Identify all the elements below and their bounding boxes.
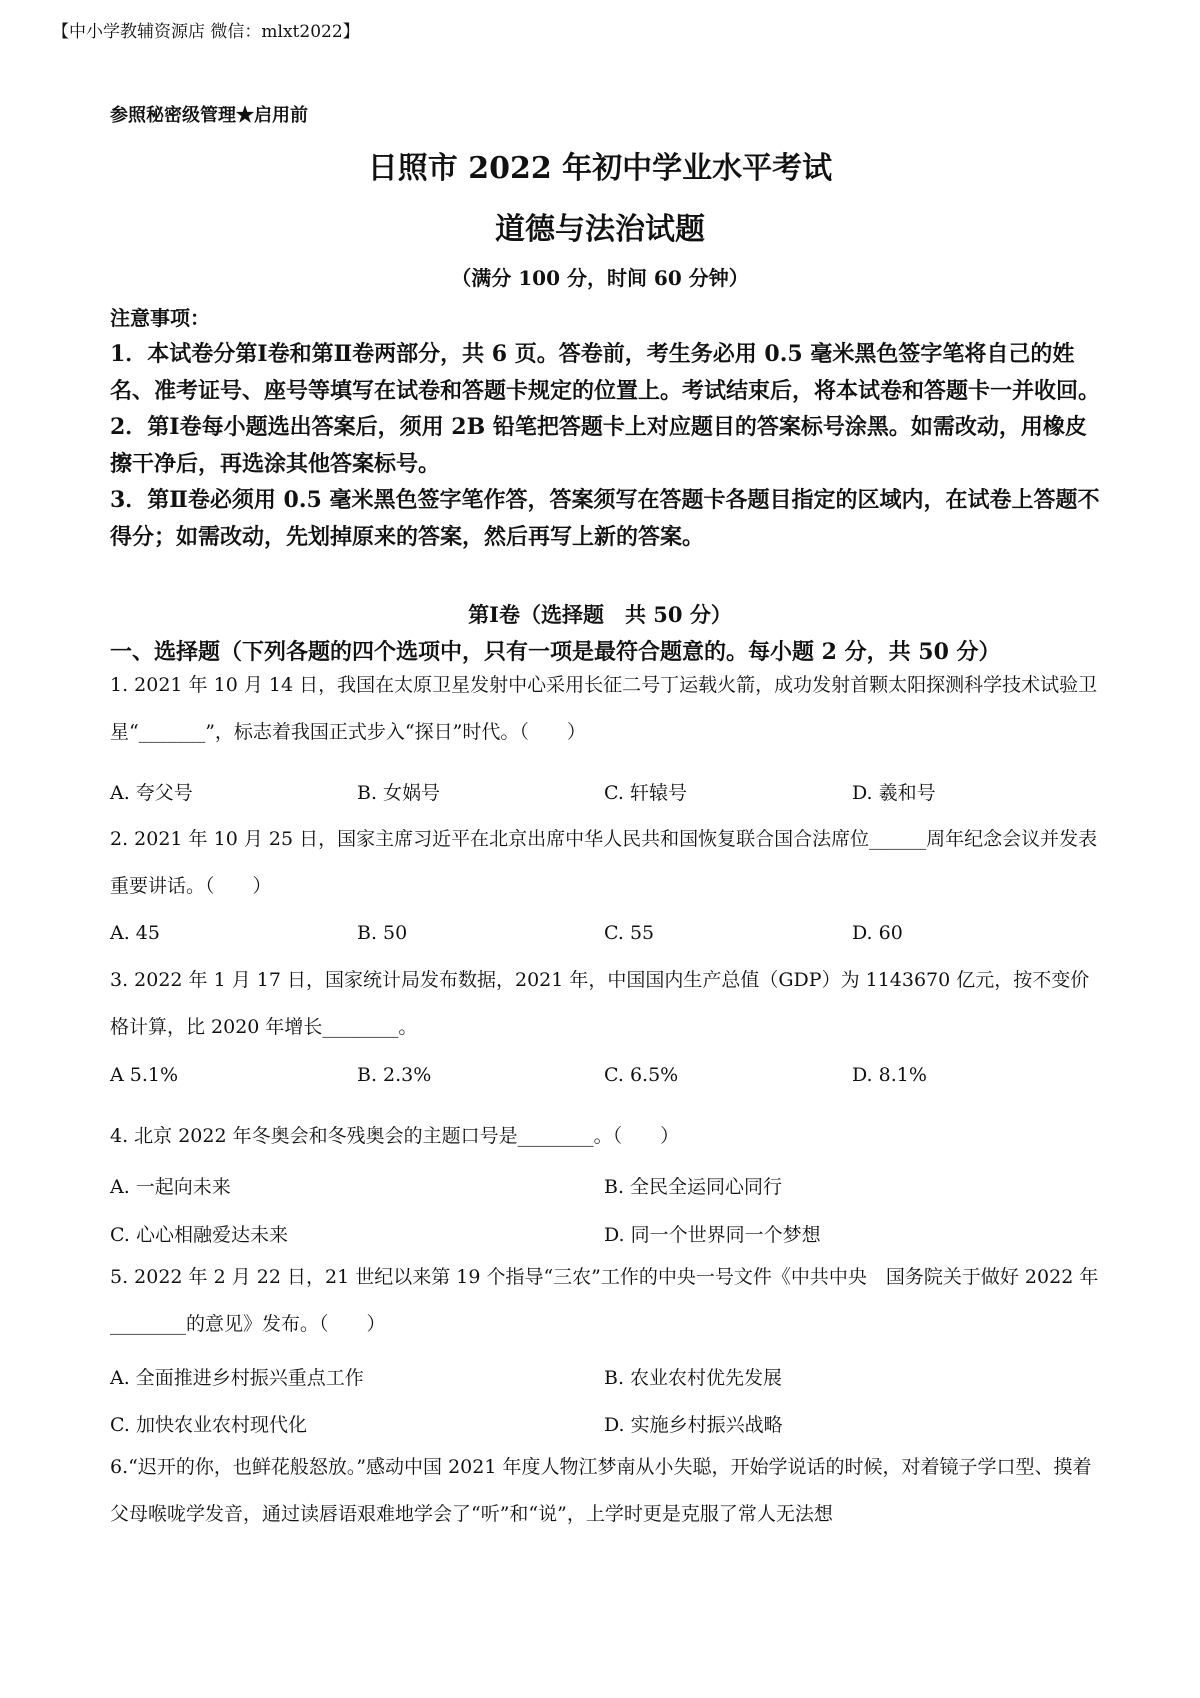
question-option: D. 实施乡村振兴战略 [604, 1414, 783, 1436]
question-option: D. 60 [852, 922, 903, 944]
note-item: 3．第Ⅱ卷必须用 0.5 毫米黑色签字笔作答，答案须写在答题卡各题目指定的区域内，在试卷上答题不得分；如需改动，先划掉原来的答案，然后再写上新的答案。 [110, 487, 1100, 550]
question-stem: 6.“迟开的你，也鲜花般怒放。”感动中国 2021 年度人物江梦南从小失聪，开始学说话的时候，对着镜子学口型、摸着父母喉咙学发音，通过读唇语艰难地学会了“听”和“说”，上学时更是克服了常人无法想 [110, 1456, 1092, 1525]
watermark-text: 【中小学教辅资源店 微信：mlxt2022】 [52, 22, 360, 42]
subject-title: 道德与法治试题 [495, 212, 705, 247]
notes-list [110, 336, 1100, 555]
question-option: B. 全民全运同心同行 [604, 1176, 783, 1198]
question-option: B. 农业农村优先发展 [604, 1367, 783, 1389]
question-option: C. 加快农业农村现代化 [110, 1414, 307, 1436]
question-option: B. 女娲号 [357, 782, 441, 804]
question-stem: 3. 2022 年 1 月 17 日，国家统计局发布数据，2021 年，中国国内生产总值（GDP）为 1143670 亿元，按不变价格计算，比 2020 年增长________。 [110, 969, 1090, 1038]
question-option: A. 一起向未来 [110, 1176, 231, 1198]
question-option: C. 轩辕号 [604, 782, 687, 804]
question-stem: 4. 北京 2022 年冬奥会和冬残奥会的主题口号是________。（ ） [110, 1125, 680, 1147]
secret-level-label: 参照秘密级管理★启用前 [110, 105, 308, 126]
section-title: 一、选择题（下列各题的四个选项中，只有一项是最符合题意的。每小题 2 分，共 50 分） [110, 639, 1001, 665]
question-option: A. 45 [110, 922, 160, 944]
part-title: 第Ⅰ卷（选择题 共 50 分） [468, 602, 732, 627]
question-option: A. 全面推进乡村振兴重点工作 [110, 1367, 364, 1389]
question-option: C. 心心相融爱达未来 [110, 1224, 288, 1246]
question-option: A 5.1% [110, 1064, 179, 1086]
question-option: C. 6.5% [604, 1064, 679, 1086]
question-option: B. 2.3% [357, 1064, 432, 1086]
exam-subtitle: （满分 100 分，时间 60 分钟） [451, 266, 749, 290]
question-option: D. 同一个世界同一个梦想 [604, 1224, 821, 1246]
note-item: 1．本试卷分第Ⅰ卷和第Ⅱ卷两部分，共 6 页。答卷前，考生务必用 0.5 毫米黑色签字笔将自己的姓名、准考证号、座号等填写在试卷和答题卡规定的位置上。考试结束后，将本试卷和答题卡一并收回。 [110, 341, 1101, 404]
note-item: 2．第Ⅰ卷每小题选出答案后，须用 2B 铅笔把答题卡上对应题目的答案标号涂黑。如需改动，用橡皮擦干净后，再选涂其他答案标号。 [110, 414, 1087, 477]
question-option: D. 8.1% [852, 1064, 927, 1086]
notes-heading: 注意事项： [110, 306, 210, 330]
question-stem: 5. 2022 年 2 月 22 日，21 世纪以来第 19 个指导“三农”工作的中央一号文件《中共中央 国务院关于做好 2022 年________的意见》发布。（ ） [110, 1266, 1099, 1335]
exam-title: 日照市 2022 年初中学业水平考试 [367, 151, 833, 186]
question-stem: 1. 2021 年 10 月 14 日，我国在太原卫星发射中心采用长征二号丁运载火箭，成功发射首颗太阳探测科学技术试验卫星“_______”，标志着我国正式步入“探日”时代。（ ） [110, 674, 1098, 743]
question-option: A. 夸父号 [110, 782, 193, 804]
question-stem: 2. 2021 年 10 月 25 日，国家主席习近平在北京出席中华人民共和国恢复联合国合法席位______周年纪念会议并发表重要讲话。（ ） [110, 828, 1098, 897]
question-option: C. 55 [604, 922, 655, 944]
question-option: D. 羲和号 [852, 782, 936, 804]
question-option: B. 50 [357, 922, 408, 944]
